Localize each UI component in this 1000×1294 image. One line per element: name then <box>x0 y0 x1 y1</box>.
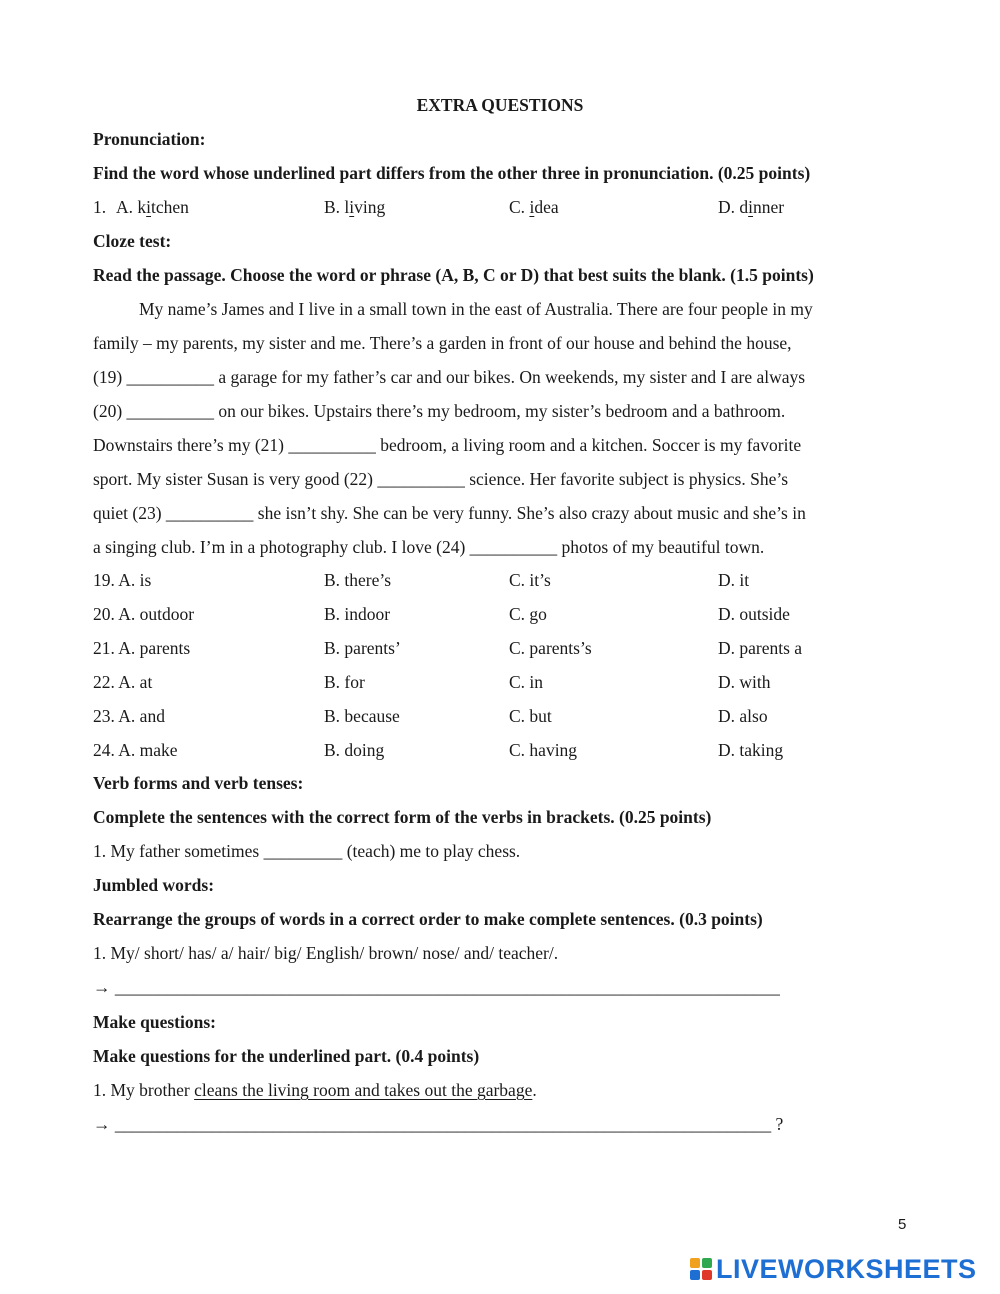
document-title: EXTRA QUESTIONS <box>416 95 584 115</box>
page-number: 5 <box>898 1216 907 1233</box>
option-d: D. taking <box>718 740 784 760</box>
option-b: B. doing <box>324 740 385 760</box>
option-b: B. for <box>324 672 365 692</box>
option-c: C. having <box>509 740 578 760</box>
passage-line: (19) __________ a garage for my father’s car and our bikes. On weekends, my sister and I are always <box>93 367 806 387</box>
pronunciation-instruction: Find the word whose underlined part differs from the other three in pronunciation. (0.25 points) <box>93 163 811 183</box>
questions-q1: 1. My brother cleans the living room and takes out the garbage. <box>93 1080 537 1100</box>
option-a: A. kitchen <box>116 197 189 217</box>
verbs-instruction: Complete the sentences with the correct form of the verbs in brackets. (0.25 points) <box>93 807 712 827</box>
passage-line: quiet (23) __________ she isn’t shy. She can be very funny. She’s also crazy about music and she’s in <box>93 503 806 523</box>
option-c: C. parents’s <box>509 638 592 658</box>
cloze-instruction: Read the passage. Choose the word or phrase (A, B, C or D) that best suits the blank. (1.5 points) <box>93 265 814 285</box>
underlined-part: cleans the living room and takes out the garbage <box>194 1080 533 1100</box>
passage-line: a singing club. I’m in a photography club. I love (24) __________ photos of my beautiful town. <box>93 537 765 557</box>
logo-blocks-icon <box>690 1258 712 1280</box>
option-a: 24. A. make <box>93 740 178 760</box>
passage-line: Downstairs there’s my (21) __________ bedroom, a living room and a kitchen. Soccer is my favorite <box>93 435 802 455</box>
jumbled-answer-line[interactable]: → ____________________________________________________________________________ <box>93 977 780 997</box>
verbs-heading: Verb forms and verb tenses: <box>93 773 304 793</box>
option-d: D. also <box>718 706 768 726</box>
pronunciation-heading: Pronunciation: <box>93 129 206 149</box>
option-c: C. but <box>509 706 552 726</box>
passage-line: sport. My sister Susan is very good (22) __________ science. Her favorite subject is physics. She’s <box>93 469 789 489</box>
jumbled-q1: 1. My/ short/ has/ a/ hair/ big/ English/ brown/ nose/ and/ teacher/. <box>93 943 559 963</box>
option-c: C. idea <box>509 197 559 217</box>
passage-line: family – my parents, my sister and me. There’s a garden in front of our house and behind the house, <box>93 333 792 353</box>
passage-line: My name’s James and I live in a small town in the east of Australia. There are four people in my <box>139 299 813 319</box>
jumbled-heading: Jumbled words: <box>93 875 215 895</box>
passage-line: (20) __________ on our bikes. Upstairs there’s my bedroom, my sister’s bedroom and a bathroom. <box>93 401 786 421</box>
option-b: B. parents’ <box>324 638 401 658</box>
option-a: 20. A. outdoor <box>93 604 195 624</box>
cloze-heading: Cloze test: <box>93 231 172 251</box>
option-d: D. parents a <box>718 638 803 658</box>
option-a: 19. A. is <box>93 570 152 590</box>
option-c: C. go <box>509 604 547 624</box>
option-b: B. there’s <box>324 570 392 590</box>
questions-answer-line[interactable]: → ___________________________________________________________________________ ? <box>93 1114 784 1134</box>
option-d: D. it <box>718 570 750 590</box>
jumbled-instruction: Rearrange the groups of words in a correct order to make complete sentences. (0.3 points) <box>93 909 763 929</box>
option-d: D. with <box>718 672 771 692</box>
option-a: 22. A. at <box>93 672 153 692</box>
option-a: 21. A. parents <box>93 638 191 658</box>
liveworksheets-logo <box>690 1254 977 1284</box>
option-d: D. dinner <box>718 197 785 217</box>
option-b: B. indoor <box>324 604 391 624</box>
question-number: 1. <box>93 197 107 217</box>
option-c: C. it’s <box>509 570 551 590</box>
verbs-q1: 1. My father sometimes _________ (teach) me to play chess. <box>93 841 521 861</box>
option-b: B. living <box>324 197 386 217</box>
questions-instruction: Make questions for the underlined part. (0.4 points) <box>93 1046 480 1066</box>
option-d: D. outside <box>718 604 790 624</box>
option-a: 23. A. and <box>93 706 165 726</box>
option-b: B. because <box>324 706 400 726</box>
questions-heading: Make questions: <box>93 1012 216 1032</box>
option-c: C. in <box>509 672 544 692</box>
logo-text: LIVEWORKSHEETS <box>716 1253 977 1284</box>
